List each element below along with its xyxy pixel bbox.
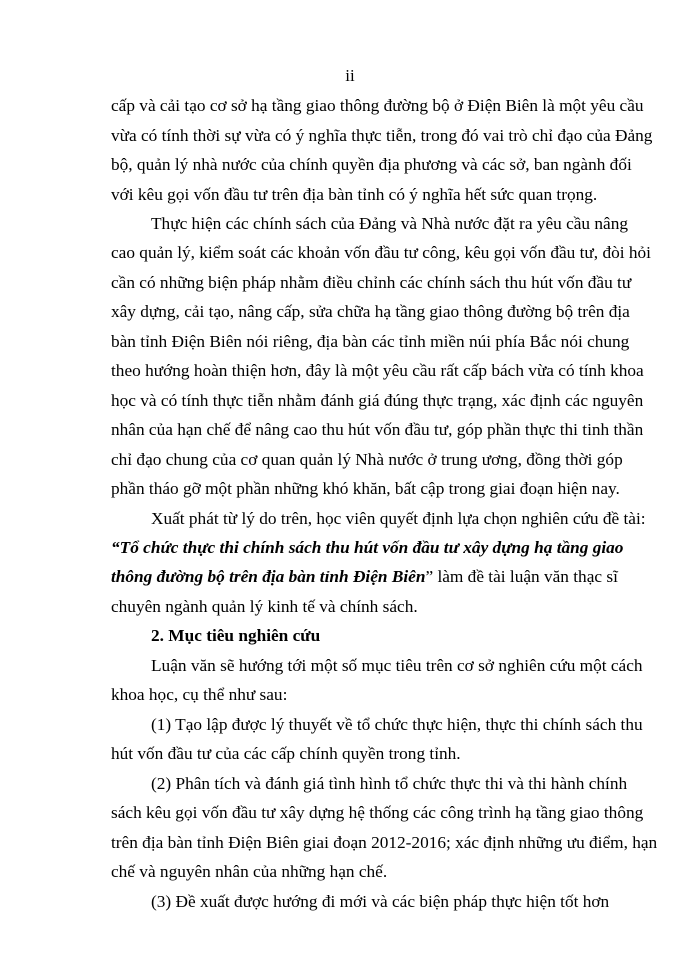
text-line: bàn tỉnh Điện Biên nói riêng, địa bàn các tỉnh miền núi phía Bắc nói chung [111, 332, 630, 351]
text-line: nhân của hạn chế để nâng cao thu hút vốn đầu tư, góp phần thực thi tinh thần [111, 420, 644, 439]
text-line: xây dựng, cải tạo, nâng cấp, sửa chữa hạ tầng giao thông đường bộ trên địa [111, 302, 630, 321]
text-line: (3) Đề xuất được hướng đi mới và các biện pháp thực hiện tốt hơn [151, 892, 610, 911]
text-line: chuyên ngành quản lý kinh tế và chính sách. [111, 597, 418, 616]
thesis-title-line [111, 567, 618, 587]
text-span: ” làm đề tài luận văn thạc sĩ [425, 567, 618, 586]
section-heading: 2. Mục tiêu nghiên cứu [151, 626, 321, 645]
text-line: hút vốn đầu tư của các cấp chính quyền trong tỉnh. [111, 744, 461, 763]
text-line: Xuất phát từ lý do trên, học viên quyết định lựa chọn nghiên cứu đề tài: [151, 509, 646, 528]
text-line: sách kêu gọi vốn đầu tư xây dựng hệ thống các công trình hạ tầng giao thông [111, 803, 644, 822]
text-line: (2) Phân tích và đánh giá tình hình tổ chức thực thi và thi hành chính [151, 774, 628, 793]
text-line: theo hướng hoàn thiện hơn, đây là một yêu cầu rất cấp bách vừa có tính khoa [111, 361, 644, 380]
text-line: với kêu gọi vốn đầu tư trên địa bàn tỉnh có ý nghĩa hết sức quan trọng. [111, 185, 598, 204]
text-line: (1) Tạo lập được lý thuyết về tổ chức thực hiện, thực thi chính sách thu [151, 715, 643, 734]
text-line: học và có tính thực tiễn nhằm đánh giá đúng thực trạng, xác định các nguyên [111, 391, 644, 410]
text-line: bộ, quản lý nhà nước của chính quyền địa phương và các sở, ban ngành đối [111, 155, 632, 174]
text-line: trên địa bàn tỉnh Điện Biên giai đoạn 2012-2016; xác định những ưu điểm, hạn [111, 833, 658, 852]
text-line: vừa có tính thời sự vừa có ý nghĩa thực tiễn, trong đó vai trò chỉ đạo của Đảng [111, 126, 653, 145]
text-line: chế và nguyên nhân của những hạn chế. [111, 862, 388, 881]
thesis-title-text: thông đường bộ trên địa bàn tỉnh Điện Biên [111, 567, 426, 586]
text-line: Thực hiện các chính sách của Đảng và Nhà nước đặt ra yêu cầu nâng [151, 214, 628, 233]
page-number: ii [345, 66, 355, 85]
text-line: cần có những biện pháp nhằm điều chỉnh các chính sách thu hút vốn đầu tư [111, 273, 632, 292]
text-line: cấp và cải tạo cơ sở hạ tầng giao thông đường bộ ở Điện Biên là một yêu cầu [111, 96, 644, 115]
text-line: khoa học, cụ thể như sau: [111, 685, 288, 704]
text-line: phần tháo gỡ một phần những khó khăn, bất cập trong giai đoạn hiện nay. [111, 479, 620, 498]
thesis-title-line: “Tổ chức thực thi chính sách thu hút vốn đầu tư xây dựng hạ tầng giao [111, 538, 624, 557]
text-line: chỉ đạo chung của cơ quan quản lý Nhà nước ở trung ương, đồng thời góp [111, 450, 623, 469]
text-line: cao quản lý, kiểm soát các khoản vốn đầu tư công, kêu gọi vốn đầu tư, đòi hỏi [111, 243, 651, 262]
text-line: Luận văn sẽ hướng tới một số mục tiêu trên cơ sở nghiên cứu một cách [151, 656, 643, 675]
